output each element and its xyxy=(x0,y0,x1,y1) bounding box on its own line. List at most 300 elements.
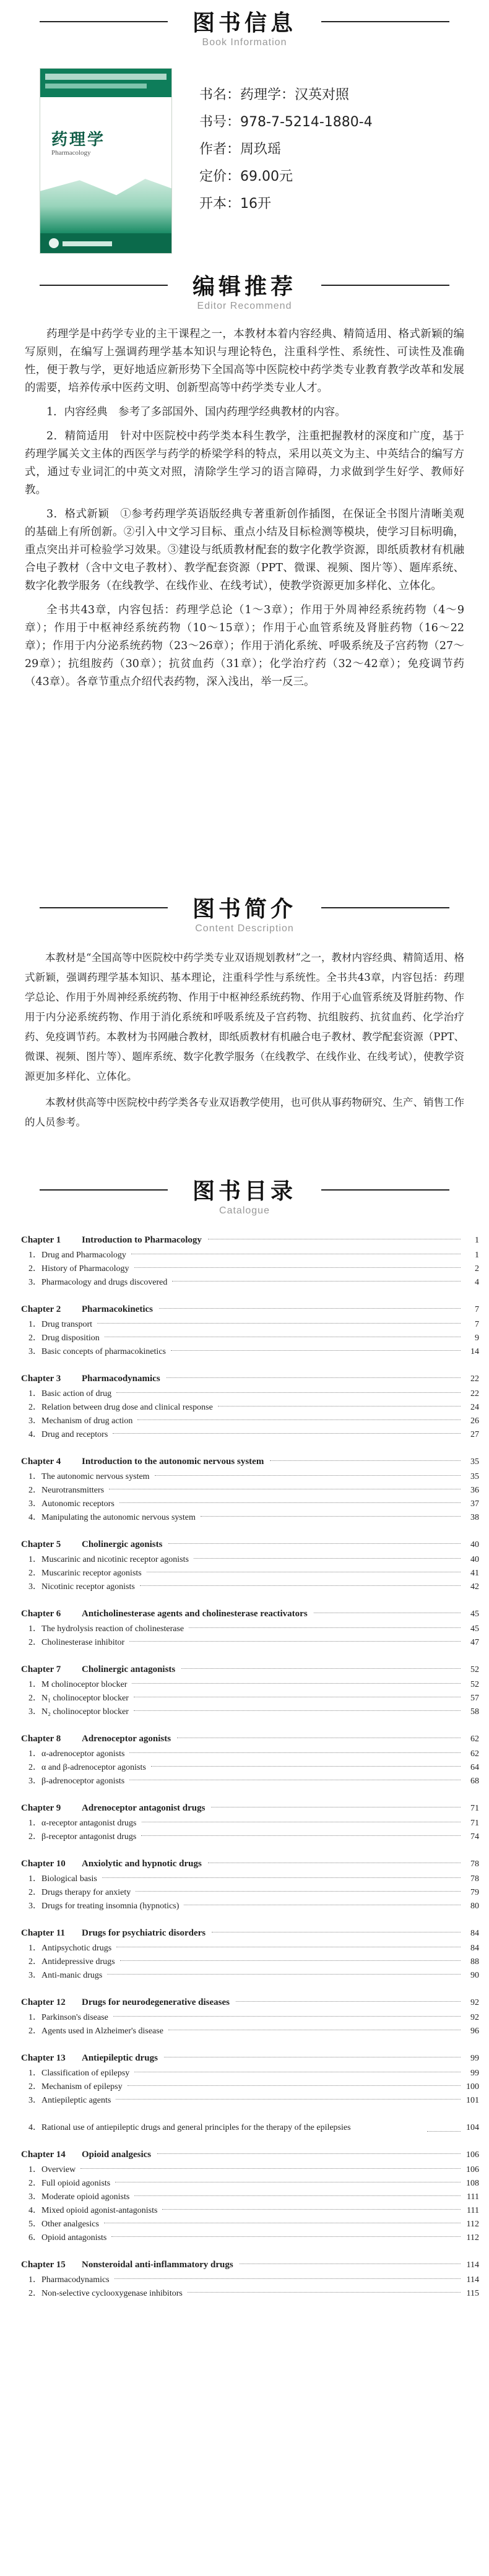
book-meta-label: 定价： xyxy=(199,169,241,184)
toc-chapter-number: Chapter 14 xyxy=(21,2150,66,2160)
toc-page-number: 37 xyxy=(470,1499,479,1509)
book-meta-list xyxy=(199,85,459,222)
toc-page-number: 108 xyxy=(466,2179,479,2188)
toc-section-title: 2．Cholinesterase inhibitor xyxy=(28,1638,125,1647)
toc-section-title: 6．Opioid antagonists xyxy=(28,2233,107,2242)
toc-chapter-number: Chapter 2 xyxy=(21,1304,61,1314)
toc-spacer xyxy=(21,1594,479,1604)
toc-page-number: 100 xyxy=(466,2082,479,2091)
toc-section-row xyxy=(21,1387,479,1401)
toc-section-row xyxy=(21,1470,479,1484)
toc-section-row xyxy=(21,1969,479,1983)
toc-section-row xyxy=(21,1415,479,1428)
toc-chapter-title: Antiepileptic drugs xyxy=(82,2053,158,2063)
editor-body xyxy=(0,325,489,691)
toc-section-row xyxy=(21,1484,479,1497)
toc-chapter-row xyxy=(21,2256,479,2273)
toc-section-title: 1．The autonomic nervous system xyxy=(28,1472,150,1481)
toc-section-title: 1．Drug and Pharmacology xyxy=(28,1251,126,1260)
toc-leader-dots xyxy=(134,2195,461,2196)
toc-leader-dots xyxy=(107,1974,461,1975)
book-meta-value: 978-7-5214-1880-4 xyxy=(240,114,373,130)
toc-spacer xyxy=(21,1983,479,1992)
toc-spacer xyxy=(21,2135,479,2145)
toc-leader-dots xyxy=(162,2209,461,2210)
toc-page-number: 35 xyxy=(470,1472,479,1481)
editor-heading: 编辑推荐 xyxy=(192,274,296,299)
toc-chapter-number: Chapter 1 xyxy=(21,1235,61,1245)
toc-section-title: 3．N₂ cholinoceptor blocker xyxy=(28,1707,129,1717)
toc-chapter-title: Adrenoceptor agonists xyxy=(82,1734,171,1744)
toc-page-number: 114 xyxy=(466,2260,479,2270)
intro-paragraph: 本教材供高等中医院校中药学类各专业双语教学使用，也可供从事药物研究、生产、销售工作的人员参考。 xyxy=(25,1096,464,1128)
toc-page-number: 41 xyxy=(470,1569,479,1578)
toc-leader-dots xyxy=(427,2131,461,2132)
toc-section-title: 2．Neurotransmitters xyxy=(28,1486,105,1495)
toc-chapter-title: Introduction to Pharmacology xyxy=(82,1235,202,1245)
toc-leader-dots xyxy=(134,1710,461,1711)
toc-chapter-number: Chapter 8 xyxy=(21,1734,61,1744)
toc-list xyxy=(0,1231,489,2311)
toc-page-number: 62 xyxy=(470,1734,479,1744)
toc-page-number: 38 xyxy=(470,1513,479,1522)
book-meta-value: 16开 xyxy=(240,196,272,212)
toc-section-row xyxy=(21,1705,479,1719)
toc-section-title: 2．Mechanism of epilepsy xyxy=(28,2082,123,2091)
toc-section-row xyxy=(21,1817,479,1830)
toc-leader-dots xyxy=(201,1516,461,1517)
toc-page-number: 104 xyxy=(466,2123,479,2132)
toc-leader-dots xyxy=(188,2292,461,2293)
cover-wave-graphic xyxy=(40,165,171,233)
toc-chapter-title: Pharmacokinetics xyxy=(82,1304,153,1314)
toc-chapter-row xyxy=(21,1799,479,1817)
toc-leader-dots xyxy=(120,1960,461,1961)
toc-section-row xyxy=(21,2204,479,2218)
editor-paragraph: 2．精简适用 针对中医院校中药学类本科生教学，注重把握教材的深度和广度，基于药理学属关文主体的西医学与药学的桥梁学科的特点，采用以英文为主、中英结合的编写方式，通过专业词汇的中英文对照，清除学生学习的语言障碍，力求做到学生好学、教师好教。 xyxy=(25,430,464,496)
toc-section-row xyxy=(21,2231,479,2245)
toc-section-row xyxy=(21,1332,479,1345)
toc-section-row xyxy=(21,1511,479,1525)
toc-section-title: 3．Basic concepts of pharmacokinetics xyxy=(28,1347,166,1356)
toc-section-title: 2．α and β-adrenoceptor agonists xyxy=(28,1763,146,1772)
book-meta-row xyxy=(199,140,459,159)
toc-section-title: 1．α-receptor antagonist drugs xyxy=(28,1819,137,1828)
book-info-heading-en: Book Information xyxy=(202,37,287,48)
toc-spacer xyxy=(21,2301,479,2311)
toc-leader-dots xyxy=(136,1891,461,1892)
editor-heading-en: Editor Recommend xyxy=(197,301,292,311)
toc-page-number: 71 xyxy=(470,1804,479,1813)
cover-title: 药理学 xyxy=(51,131,106,149)
toc-chapter-number: Chapter 12 xyxy=(21,1997,66,2007)
toc-chapter-row xyxy=(21,2049,479,2067)
toc-leader-dots xyxy=(116,2099,461,2100)
toc-section-title: 1．M cholinoceptor blocker xyxy=(28,1680,128,1689)
toc-page-number: 2 xyxy=(475,1264,479,1273)
banner-label xyxy=(168,275,321,313)
book-meta-value: 药理学：汉英对照 xyxy=(240,87,350,103)
toc-chapter-row xyxy=(21,1370,479,1387)
toc-leader-dots xyxy=(111,2236,461,2237)
toc-leader-dots xyxy=(171,1350,461,1351)
toc-section-row xyxy=(21,2094,479,2108)
toc-section-row xyxy=(21,1345,479,1359)
toc-section-title: 1．Parkinson's disease xyxy=(28,2013,108,2022)
toc-leader-dots xyxy=(80,2168,461,2169)
toc-chapter-title: Pharmacodynamics xyxy=(82,1374,160,1384)
toc-page-number: 45 xyxy=(470,1624,479,1634)
toc-page-number: 26 xyxy=(470,1416,479,1426)
toc-section-title: 1．Pharmacodynamics xyxy=(28,2275,110,2285)
toc-page-number: 92 xyxy=(470,2013,479,2022)
toc-leader-dots xyxy=(159,1308,461,1309)
book-info-banner xyxy=(0,9,489,62)
toc-chapter-number: Chapter 3 xyxy=(21,1374,61,1384)
toc-section-title: 1．Drug transport xyxy=(28,1320,93,1329)
toc-leader-dots xyxy=(189,1627,461,1628)
toc-chapter-number: Chapter 13 xyxy=(21,2053,66,2063)
toc-section-row xyxy=(21,1761,479,1775)
toc-section-title: 3．Nicotinic receptor agonists xyxy=(28,1582,135,1592)
toc-chapter-title: Adrenoceptor antagonist drugs xyxy=(82,1803,206,1813)
toc-leader-dots xyxy=(155,1475,461,1476)
book-meta-value: 69.00元 xyxy=(240,169,293,184)
toc-page-number: 112 xyxy=(466,2220,479,2229)
intro-heading: 图书简介 xyxy=(192,897,296,922)
toc-page-number: 7 xyxy=(475,1320,479,1329)
editor-recommend-section xyxy=(0,272,489,697)
toc-chapter-title: Opioid analgesics xyxy=(82,2150,152,2160)
toc-section-row xyxy=(21,1276,479,1290)
editor-paragraph: 3．格式新颖 ①参考药理学英语版经典专著重新创作插图，在保证全书图片清晰美观的基础上有所创新。②引入中文学习目标、重点小结及目标检测等模块，使学习目标明确，重点突出并可检验学习效果。③建设与纸质教材配套的数字化教学资源，即纸质教材有机融合电子教材（含中文电子教材）、教学配套资源（PPT、微课、视频、图片等）、题库系统、数字化教学服务（在线教学、在线作业、在线考试），使教学资源更加多样化、立体化。 xyxy=(25,508,464,592)
toc-chapter-title: Cholinergic antagonists xyxy=(82,1665,176,1674)
book-meta-label: 书名： xyxy=(199,87,241,103)
toc-leader-dots xyxy=(132,1683,461,1684)
toc-leader-dots xyxy=(236,2001,461,2002)
toc-leader-dots xyxy=(167,1377,461,1378)
book-info-heading: 图书信息 xyxy=(192,11,296,36)
toc-page-number: 1 xyxy=(475,1236,479,1245)
toc-section-row xyxy=(21,1567,479,1580)
content-description-section xyxy=(0,895,489,1139)
toc-section-row xyxy=(21,2218,479,2231)
toc-heading: 图书目录 xyxy=(192,1179,296,1204)
toc-page-number: 22 xyxy=(470,1374,479,1384)
toc-section-row xyxy=(21,1249,479,1262)
toc-spacer xyxy=(21,1719,479,1729)
toc-leader-dots xyxy=(128,2085,461,2086)
toc-page-number: 36 xyxy=(470,1486,479,1495)
toc-chapter-title: Anxiolytic and hypnotic drugs xyxy=(82,1859,202,1869)
toc-chapter-number: Chapter 9 xyxy=(21,1803,61,1813)
toc-leader-dots xyxy=(168,1543,461,1544)
toc-chapter-row xyxy=(21,1536,479,1553)
toc-page-number: 71 xyxy=(470,1819,479,1828)
toc-page-number: 58 xyxy=(470,1707,479,1717)
toc-page-number: 42 xyxy=(470,1582,479,1592)
toc-chapter-title: Drugs for neurodegenerative diseases xyxy=(82,1997,230,2007)
toc-section-title: 4．Manipulating the autonomic nervous system xyxy=(28,1513,196,1522)
toc-section-title: 2．Drugs therapy for anxiety xyxy=(28,1888,131,1897)
toc-leader-dots xyxy=(134,1267,461,1268)
toc-section-row xyxy=(21,1886,479,1900)
toc-section-title: 1．Classification of epilepsy xyxy=(28,2069,130,2078)
toc-chapter-row xyxy=(21,1301,479,1318)
toc-leader-dots xyxy=(172,1281,461,1282)
toc-page-number: 84 xyxy=(470,1929,479,1938)
toc-page-number: 27 xyxy=(470,1430,479,1439)
toc-leader-dots xyxy=(151,1766,461,1767)
toc-section-row xyxy=(21,1872,479,1886)
toc-spacer xyxy=(21,1290,479,1299)
toc-page-number: 52 xyxy=(470,1680,479,1689)
cover-top-band xyxy=(40,69,171,97)
toc-section-row xyxy=(21,1747,479,1761)
book-meta-row xyxy=(199,113,459,132)
toc-page-number: 74 xyxy=(470,1832,479,1842)
toc-spacer xyxy=(21,1525,479,1535)
toc-page-number: 4 xyxy=(475,1278,479,1287)
banner-label xyxy=(168,1179,321,1218)
toc-section-row xyxy=(21,2163,479,2177)
toc-page-number: 80 xyxy=(470,1902,479,1911)
intro-banner xyxy=(0,895,489,948)
toc-section-title: 3．Autonomic receptors xyxy=(28,1499,115,1509)
publisher-mark xyxy=(63,241,112,246)
toc-section-title: 2．Full opioid agonists xyxy=(28,2179,111,2188)
toc-section-title: 2．Antidepressive drugs xyxy=(28,1957,115,1966)
book-meta-row xyxy=(199,194,459,213)
toc-page-number: 114 xyxy=(466,2275,479,2285)
toc-section-row xyxy=(21,2287,479,2301)
toc-spacer xyxy=(21,1442,479,1452)
toc-leader-dots xyxy=(137,1419,461,1420)
toc-leader-dots xyxy=(102,1877,461,1878)
toc-leader-dots xyxy=(115,2278,461,2279)
toc-section-row xyxy=(21,1942,479,1955)
toc-section-title: 5．Other analgesics xyxy=(28,2220,99,2229)
toc-section-row xyxy=(21,2067,479,2080)
toc-page-number: 106 xyxy=(466,2165,479,2174)
toc-banner xyxy=(0,1177,489,1230)
toc-page-number: 84 xyxy=(470,1944,479,1953)
toc-page-number: 112 xyxy=(466,2233,479,2242)
toc-section-title: 3．Anti-manic drugs xyxy=(28,1971,103,1980)
toc-page-number: 45 xyxy=(470,1609,479,1619)
book-meta-label: 作者： xyxy=(199,142,241,157)
toc-section-row xyxy=(21,1636,479,1650)
intro-heading-en: Content Description xyxy=(195,923,294,934)
toc-section-title: 3．Mechanism of drug action xyxy=(28,1416,133,1426)
toc-chapter-row xyxy=(21,2146,479,2163)
toc-chapter-title: Cholinergic agonists xyxy=(82,1540,163,1549)
toc-page-number: 106 xyxy=(466,2150,479,2160)
toc-page-number: 35 xyxy=(470,1457,479,1467)
toc-leader-dots xyxy=(141,1835,461,1836)
toc-page-number: 78 xyxy=(470,1874,479,1884)
toc-chapter-number: Chapter 7 xyxy=(21,1665,61,1674)
toc-section-row xyxy=(21,1692,479,1705)
editor-banner xyxy=(0,272,489,325)
toc-section-row xyxy=(21,1622,479,1636)
toc-section-row xyxy=(21,1775,479,1788)
intro-body xyxy=(0,948,489,1132)
book-meta-value: 周玖瑶 xyxy=(240,142,282,157)
catalogue-section xyxy=(0,1177,489,2311)
toc-section-title: 2．β-receptor antagonist drugs xyxy=(28,1832,137,1842)
toc-page-number: 90 xyxy=(470,1971,479,1980)
toc-chapter-number: Chapter 5 xyxy=(21,1540,61,1549)
toc-section-row xyxy=(21,1955,479,1969)
banner-label xyxy=(168,897,321,936)
toc-page-number: 88 xyxy=(470,1957,479,1966)
toc-chapter-number: Chapter 15 xyxy=(21,2260,66,2270)
toc-leader-dots xyxy=(270,1460,461,1461)
toc-page-number: 22 xyxy=(470,1389,479,1398)
toc-section-title: 1．Biological basis xyxy=(28,1874,97,1884)
toc-page-number: 1 xyxy=(475,1251,479,1260)
toc-section-title: 2．Agents used in Alzheimer's disease xyxy=(28,2027,163,2036)
toc-chapter-row xyxy=(21,1855,479,1872)
toc-page-number: 40 xyxy=(470,1540,479,1549)
toc-page-number: 101 xyxy=(466,2096,479,2105)
toc-chapter-row xyxy=(21,1231,479,1249)
toc-section-row xyxy=(21,1497,479,1511)
toc-leader-dots xyxy=(113,1433,461,1434)
banner-label xyxy=(168,11,321,50)
toc-section-row xyxy=(21,2190,479,2204)
editor-paragraph: 1．内容经典 参考了多部国外、国内药理学经典教材的内容。 xyxy=(46,406,346,418)
toc-leader-dots xyxy=(129,1752,461,1753)
toc-section-title: 3．β-adrenoceptor agonists xyxy=(28,1777,125,1786)
toc-page-number: 99 xyxy=(470,2054,479,2063)
toc-chapter-row xyxy=(21,1453,479,1470)
toc-section-title: 2．N₁ cholinoceptor blocker xyxy=(28,1694,129,1703)
toc-page-number: 68 xyxy=(470,1777,479,1786)
book-info-section xyxy=(0,9,489,269)
toc-chapter-title: Drugs for psychiatric disorders xyxy=(82,1928,206,1938)
toc-chapter-row xyxy=(21,1605,479,1622)
toc-page-number: 62 xyxy=(470,1749,479,1759)
toc-section-row xyxy=(21,2080,479,2094)
toc-page-number: 92 xyxy=(470,1998,479,2007)
toc-section-row xyxy=(21,1428,479,1442)
toc-page-number: 111 xyxy=(467,2206,479,2215)
toc-section-row xyxy=(21,2108,479,2135)
toc-spacer xyxy=(21,1650,479,1660)
toc-section-title: 3．Drugs for treating insomnia (hypnotics) xyxy=(28,1902,180,1911)
toc-spacer xyxy=(21,1788,479,1798)
toc-chapter-title: Anticholinesterase agents and cholinesterase reactivators xyxy=(82,1609,308,1619)
toc-section-title: 4．Drug and receptors xyxy=(28,1430,108,1439)
toc-page-number: 57 xyxy=(470,1694,479,1703)
toc-section-row xyxy=(21,1401,479,1415)
toc-chapter-number: Chapter 10 xyxy=(21,1859,66,1869)
toc-section-title: 1．Muscarinic and nicotinic receptor agonists xyxy=(28,1555,189,1564)
toc-section-row xyxy=(21,2177,479,2190)
toc-section-title: 1．Overview xyxy=(28,2165,76,2174)
toc-chapter-number: Chapter 6 xyxy=(21,1609,61,1619)
toc-section-title: 2．Drug disposition xyxy=(28,1333,100,1343)
toc-page-number: 111 xyxy=(467,2192,479,2202)
toc-spacer xyxy=(21,2245,479,2255)
toc-section-row xyxy=(21,1262,479,1276)
toc-section-row xyxy=(21,1580,479,1594)
toc-page-number: 40 xyxy=(470,1555,479,1564)
toc-section-title: 4．Mixed opioid agonist-antagonists xyxy=(28,2206,158,2215)
book-meta-label: 开本： xyxy=(199,196,241,212)
book-meta-label: 书号： xyxy=(199,114,241,130)
toc-section-title: 2．Non-selective cyclooxygenase inhibitors xyxy=(28,2289,183,2298)
toc-spacer xyxy=(21,1844,479,1854)
toc-leader-dots xyxy=(157,2153,461,2154)
toc-spacer xyxy=(21,1913,479,1923)
publisher-logo-icon xyxy=(49,238,59,248)
toc-section-row xyxy=(21,1900,479,1913)
toc-page-number: 99 xyxy=(470,2069,479,2078)
toc-section-title: 3．Antiepileptic agents xyxy=(28,2096,111,2105)
toc-leader-dots xyxy=(119,1502,461,1503)
toc-section-row xyxy=(21,2025,479,2038)
toc-leader-dots xyxy=(140,1585,461,1586)
toc-section-title: 1．α-adrenoceptor agonists xyxy=(28,1749,125,1759)
book-meta-row xyxy=(199,85,459,105)
toc-chapter-row xyxy=(21,1730,479,1747)
toc-spacer xyxy=(21,2038,479,2048)
toc-spacer xyxy=(21,1359,479,1369)
toc-page-number: 52 xyxy=(470,1665,479,1674)
toc-leader-dots xyxy=(116,1392,461,1393)
toc-page-number: 79 xyxy=(470,1888,479,1897)
toc-section-row xyxy=(21,1318,479,1332)
toc-page-number: 7 xyxy=(475,1305,479,1314)
toc-section-title: 3．Pharmacology and drugs discovered xyxy=(28,1278,168,1287)
toc-leader-dots xyxy=(181,1668,461,1669)
toc-section-title: 3．Moderate opioid agonists xyxy=(28,2192,130,2202)
toc-section-title: 4．Rational use of antiepileptic drugs and general principles for the therapy of the epilepsies xyxy=(28,2123,351,2132)
toc-chapter-number: Chapter 11 xyxy=(21,1928,65,1938)
cover-subtitle: Pharmacology xyxy=(51,149,91,157)
toc-section-row xyxy=(21,2273,479,2287)
toc-chapter-title: Introduction to the autonomic nervous system xyxy=(82,1457,264,1467)
toc-leader-dots xyxy=(97,1323,461,1324)
toc-leader-dots xyxy=(129,1641,461,1642)
toc-section-title: 1．Basic action of drug xyxy=(28,1389,112,1398)
toc-section-row xyxy=(21,1830,479,1844)
toc-section-title: 2．History of Pharmacology xyxy=(28,1264,129,1273)
editor-paragraph: 药理学是中药学专业的主干课程之一，本教材本着内容经典、精简适用、格式新颖的编写原则，在编写上强调药理学基本知识与理论特色，注重科学性、系统性、可读性及准确性，便于教与学，更好地适应新形势下全国高等中医院校中药学类专业教育教学改革和发展的需要，培养传承中医药文明、创新型高等中药学类专业人才。 xyxy=(25,328,464,394)
toc-chapter-row xyxy=(21,1994,479,2011)
toc-section-title: 1．Antipsychotic drugs xyxy=(28,1944,112,1953)
toc-page-number: 78 xyxy=(470,1859,479,1869)
toc-section-title: 1．The hydrolysis reaction of cholinesterase xyxy=(28,1624,184,1634)
toc-page-number: 9 xyxy=(475,1333,479,1343)
toc-page-number: 24 xyxy=(470,1403,479,1412)
toc-section-row xyxy=(21,1553,479,1567)
book-cover-image xyxy=(40,68,172,254)
toc-chapter-number: Chapter 4 xyxy=(21,1457,61,1467)
book-meta-row xyxy=(199,167,459,186)
intro-paragraph: 本教材是“全国高等中医院校中药学类专业双语规划教材”之一，教材内容经典、精简适用、格式新颖，强调药理学基本知识、基本理论，注重科学性与系统性。全书共43章，内容包括：药理学总论、作用于外周神经系统药物、作用于中枢神经系统药物、作用于心血管系统及肾脏药物、作用于内分泌系统药物、作用于消化系统和呼吸系统及子宫药物、抗组胺药、抗贫血药、化学治疗药、免疫调节药。本教材为书网融合教材，即纸质教材有机融合电子教材、教学配套资源（PPT、微课、视频、图片等）、题库系统、数字化教学服务（在线教学、在线作业、在线考试），使教学资源更加多样化、立体化。 xyxy=(25,952,464,1082)
toc-leader-dots xyxy=(113,2016,461,2017)
toc-heading-en: Catalogue xyxy=(219,1205,270,1216)
toc-section-row xyxy=(21,2011,479,2025)
toc-page-number: 47 xyxy=(470,1638,479,1647)
toc-page-number: 96 xyxy=(470,2027,479,2036)
toc-chapter-title: Nonsteroidal anti-inflammatory drugs xyxy=(82,2260,233,2270)
toc-section-row xyxy=(21,1678,479,1692)
